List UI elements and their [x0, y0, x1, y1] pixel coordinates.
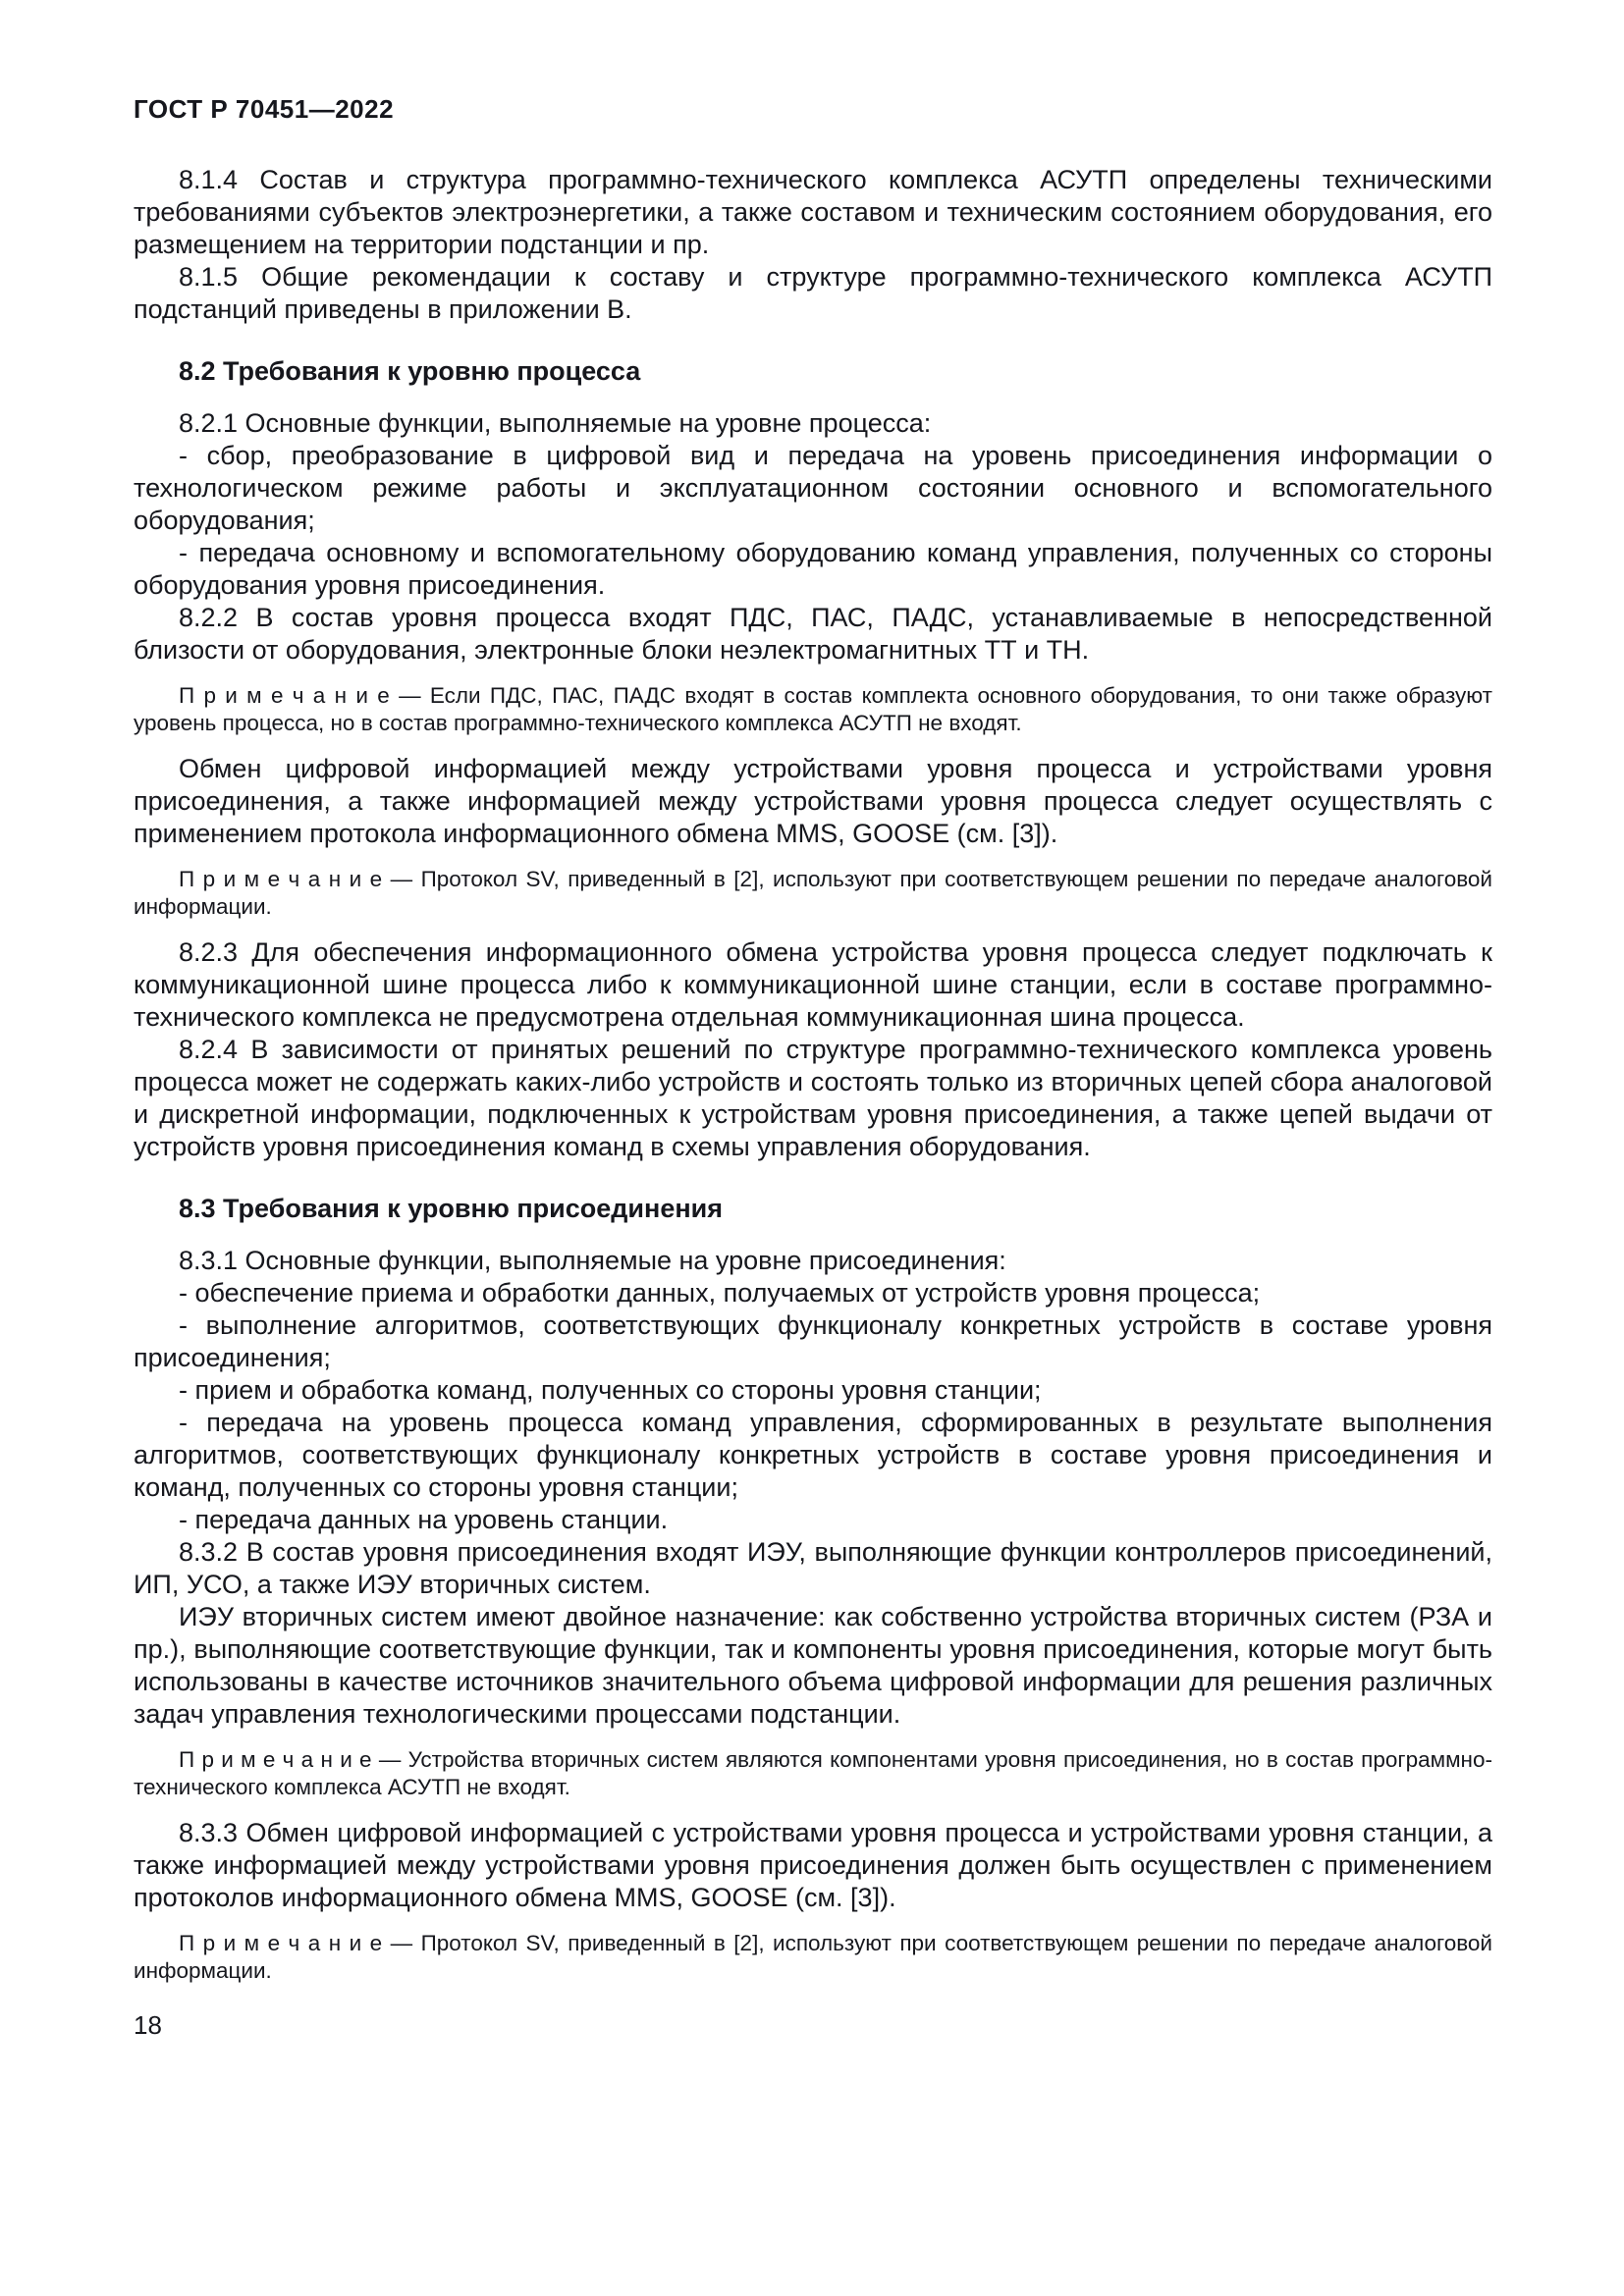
list-item: - прием и обработка команд, полученных со стороны уровня станции;: [179, 1375, 1042, 1405]
paragraph-8-1-5: 8.1.5 Общие рекомендации к составу и структуре программно-технического комплекса АСУТП подстанций приведены в приложении В.: [134, 262, 1492, 324]
section-heading-8-3: 8.3 Требования к уровню присоединения: [179, 1194, 724, 1223]
list-item: - передача основному и вспомогательному оборудованию команд управления, полученных со стороны оборудования уровня присоединения.: [134, 538, 1492, 600]
paragraph: ИЭУ вторичных систем имеют двойное назначение: как собственно устройства вторичных систем (РЗА и пр.), выполняющие соответствующие функции, так и компоненты уровня присоединения, которые могут быть использованы в качестве источников значительного объема цифровой информации для решения различных задач управления технологическими процессами подстанции.: [134, 1602, 1492, 1729]
paragraph-8-3-3: 8.3.3 Обмен цифровой информацией с устройствами уровня процесса и устройствами уровня станции, а также информацией между устройствами уровня присоединения должен быть осуществлен с применением протоколов информационного обмена MMS, GOOSE (см. [3]).: [134, 1818, 1492, 1912]
paragraph-8-2-1: 8.2.1 Основные функции, выполняемые на уровне процесса:: [179, 408, 932, 438]
section-heading-8-2: 8.2 Требования к уровню процесса: [179, 356, 641, 386]
note-paragraph: П р и м е ч а н и е — Протокол SV, приведенный в [2], используют при соответствующем решении по передаче аналоговой информации.: [134, 867, 1492, 919]
paragraph: Обмен цифровой информацией между устройствами уровня процесса и устройствами уровня присоединения, а также информацией между устройствами уровня процесса следует осуществлять с применением протокола информационного обмена MMS, GOOSE (см. [3]).: [134, 754, 1492, 848]
paragraph-8-2-3: 8.2.3 Для обеспечения информационного обмена устройства уровня процесса следует подключать к коммуникационной шине процесса либо к коммуникационной шине станции, если в составе программно-технического комплекса не предусмотрена отдельная коммуникационная шина процесса.: [134, 937, 1492, 1032]
list-item: - передача данных на уровень станции.: [179, 1505, 669, 1534]
list-item: - сбор, преобразование в цифровой вид и передача на уровень присоединения информации о технологическом режиме работы и эксплуатационном состоянии основного и вспомогательного оборудования;: [134, 441, 1492, 535]
paragraph-8-1-4: 8.1.4 Состав и структура программно-технического комплекса АСУТП определены техническими требованиями субъектов электроэнергетики, а также составом и техническим состоянием оборудования, его размещением на территории подстанции и пр.: [134, 165, 1492, 259]
paragraph-8-2-2: 8.2.2 В состав уровня процесса входят ПДС, ПАС, ПАДС, устанавливаемые в непосредственной близости от оборудования, электронные блоки неэлектромагнитных ТТ и ТН.: [134, 603, 1492, 665]
document-footer: [134, 2010, 1492, 2041]
list-item: - выполнение алгоритмов, соответствующих функционалу конкретных устройств в составе уровня присоединения;: [134, 1310, 1492, 1372]
list-item: - передача на уровень процесса команд управления, сформированных в результате выполнения алгоритмов, соответствующих функционалу конкретных устройств в составе уровня присоединения и команд, полученных со стороны уровня станции;: [134, 1408, 1492, 1502]
page-number: 18: [134, 2010, 162, 2040]
paragraph-8-3-2: 8.3.2 В состав уровня присоединения входят ИЭУ, выполняющие функции контроллеров присоединений, ИП, УСО, а также ИЭУ вторичных систем.: [134, 1537, 1492, 1599]
paragraph-8-2-4: 8.2.4 В зависимости от принятых решений по структуре программно-технического комплекса уровень процесса может не содержать каких-либо устройств и состоять только из вторичных цепей сбора аналоговой и дискретной информации, подключенных к устройствам уровня присоединения, а также цепей выдачи от устройств уровня присоединения команд в схемы управления оборудования.: [134, 1035, 1492, 1161]
document-code: ГОСТ Р 70451—2022: [134, 94, 395, 124]
note-paragraph: П р и м е ч а н и е — Протокол SV, приведенный в [2], используют при соответствующем решении по передаче аналоговой информации.: [134, 1931, 1492, 1983]
document-header: [134, 94, 1492, 125]
document-body: [134, 164, 1492, 1985]
note-paragraph: П р и м е ч а н и е — Если ПДС, ПАС, ПАДС входят в состав комплекта основного оборудования, то они также образуют уровень процесса, но в состав программно-технического комплекса АСУТП не входят.: [134, 683, 1492, 735]
paragraph-8-3-1: 8.3.1 Основные функции, выполняемые на уровне присоединения:: [179, 1246, 1006, 1275]
note-paragraph: П р и м е ч а н и е — Устройства вторичных систем являются компонентами уровня присоединения, но в состав программно-технического комплекса АСУТП не входят.: [134, 1747, 1492, 1799]
list-item: - обеспечение приема и обработки данных, получаемых от устройств уровня процесса;: [179, 1278, 1261, 1308]
